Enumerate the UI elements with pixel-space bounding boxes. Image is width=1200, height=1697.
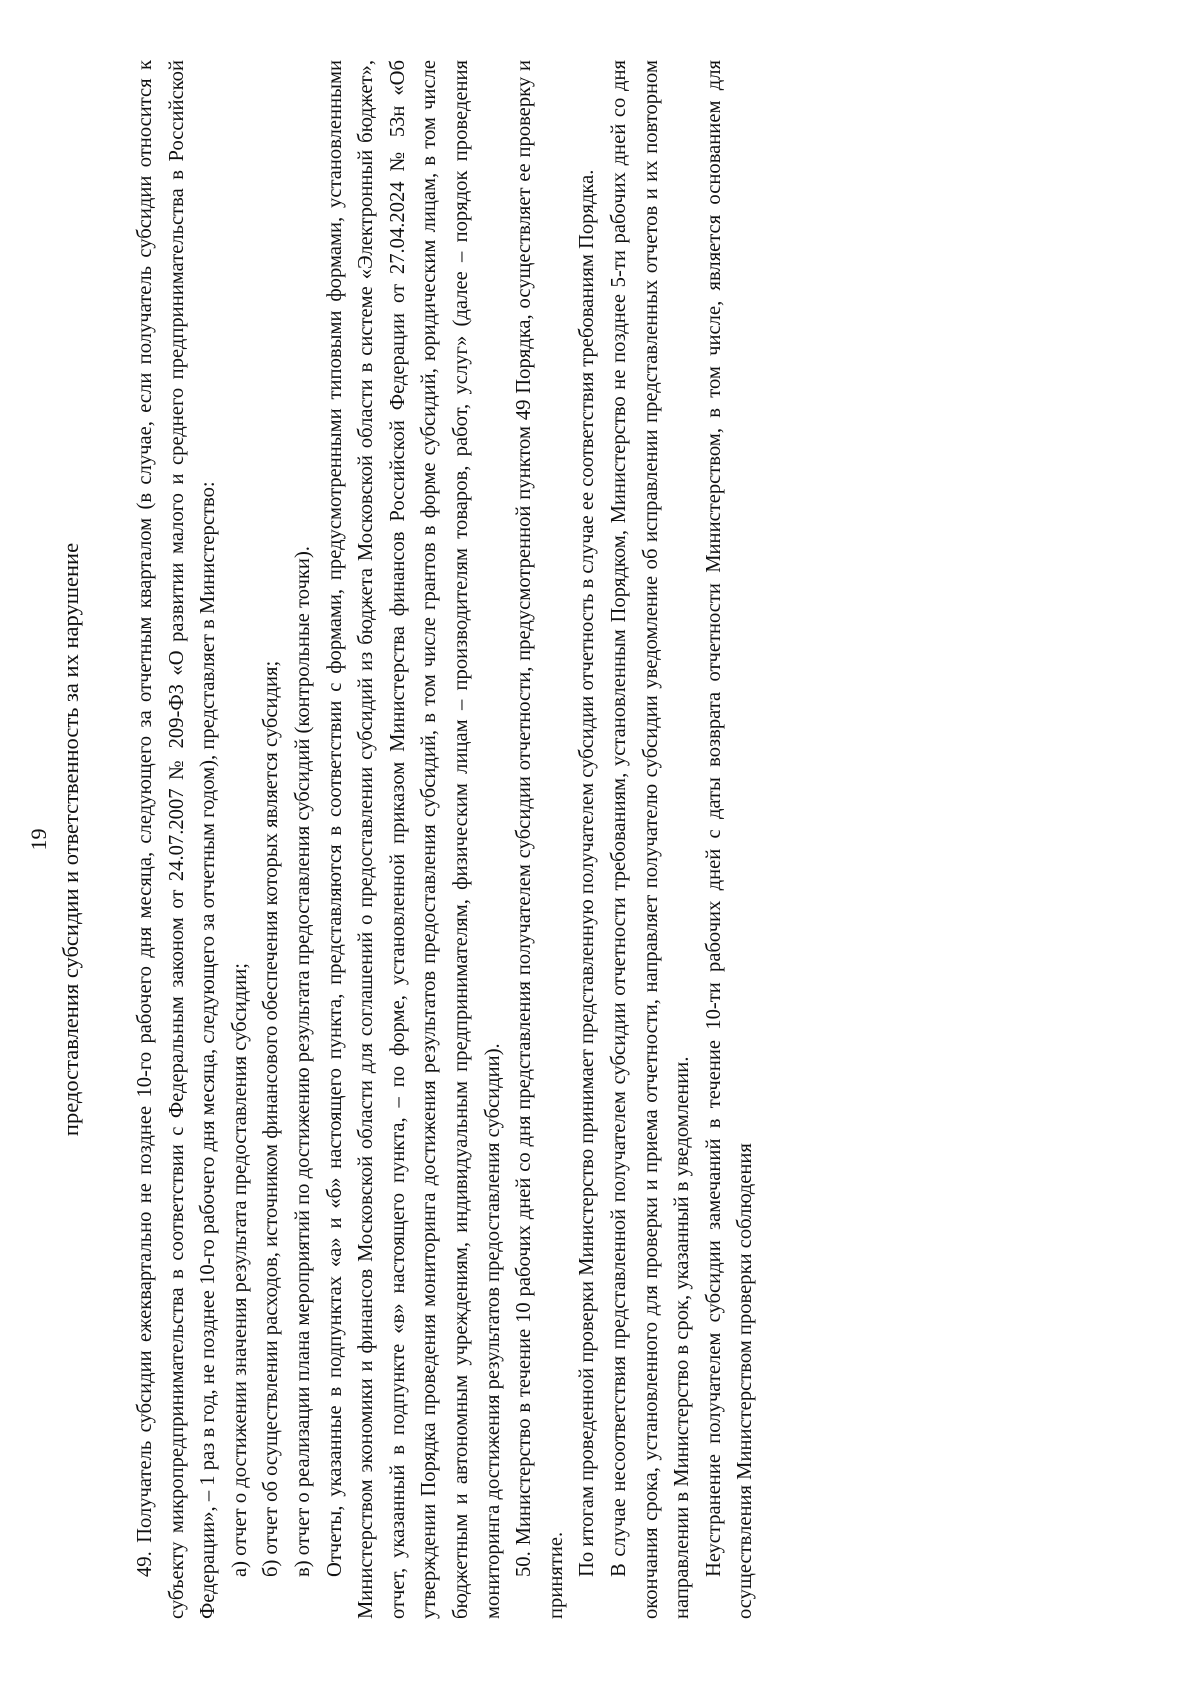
page-content	[0, 60, 1200, 1619]
subitem-b: б) отчет об осуществлении расходов, источником финансового обеспечения которых является субсидия;	[260, 660, 283, 1577]
paragraph-50: 50. Министерство в течение 10 рабочих дней со дня представления получателем субсидии отчетности, предусмотренной пунктом 49 Порядка, осуществляет ее проверку и принятие.	[513, 60, 567, 1619]
page-number: 19	[26, 828, 51, 851]
section-title: предоставления субсидии и ответственность за их нарушение	[58, 542, 83, 1137]
paragraph-reports: Отчеты, указанные в подпунктах «а» и «б» настоящего пункта, представляются в соответствии с формами, предусмотренными типовыми формами, установленными Министерством экономики и финансов Московской области для соглашений о предоставлении субсидий из бюджета Московской области в системе «Электронный бюджет», отчет, указанный в подпункте «в» настоящего пункта, – по форме, установленной приказом Министерства финансов Российской Федерации от 27.04.2024 № 53н «Об утверждении Порядка проведения мониторинга достижения результатов предоставления субсидий, в том числе грантов в форме субсидий, юридическим лицам, в том числе бюджетным и автономным учреждениям, индивидуальным предпринимателям, физическим лицам – производителям товаров, работ, услуг» (далее – порядок проведения мониторинга достижения результатов предоставления субсидии).	[323, 60, 504, 1619]
subitem-v: в) отчет о реализации плана мероприятий по достижению результата предоставления субсидий (контрольные точки).	[291, 546, 314, 1577]
subitem-a: а) отчет о достижении значения результата предоставления субсидии;	[228, 962, 251, 1577]
document-body	[130, 60, 762, 1619]
paragraph-49: 49. Получатель субсидии ежеквартально не позднее 10-го рабочего дня месяца, следующего за отчетным кварталом (в случае, если получатель субсидии относится к субъекту микропредпринимательства в соответствии с Федеральным законом от 24.07.2007 № 209-ФЗ «О развитии малого и среднего предпринимательства в Российской Федерации», – 1 раз в год, не позднее 10-го рабочего дня месяца, следующего за отчетным годом), представляет в Министерство:	[134, 60, 220, 1619]
paragraph-nonremedy: Неустранение получателем субсидии замечаний в течение 10-ти рабочих дней с даты возврата отчетности Министерством, в том числе, является основанием для осуществления Министерством проверки соблюдения	[702, 60, 757, 1619]
paragraph-acceptance: По итогам проведенной проверки Министерство принимает представленную получателем субсидии отчетность в случае ее соответствия требованиям Порядка.	[576, 169, 599, 1577]
paragraph-nonconformity: В случае несоответствия представленной получателем субсидии отчетности требованиям, установленным Порядком, Министерство не позднее 5-ти рабочих дней со дня окончания срока, установленного для проверки и приема отчетности, направляет получателю субсидии уведомление об исправлении представленных отчетов и их повторном направлении в Министерство в срок, указанный в уведомлении.	[607, 60, 694, 1619]
